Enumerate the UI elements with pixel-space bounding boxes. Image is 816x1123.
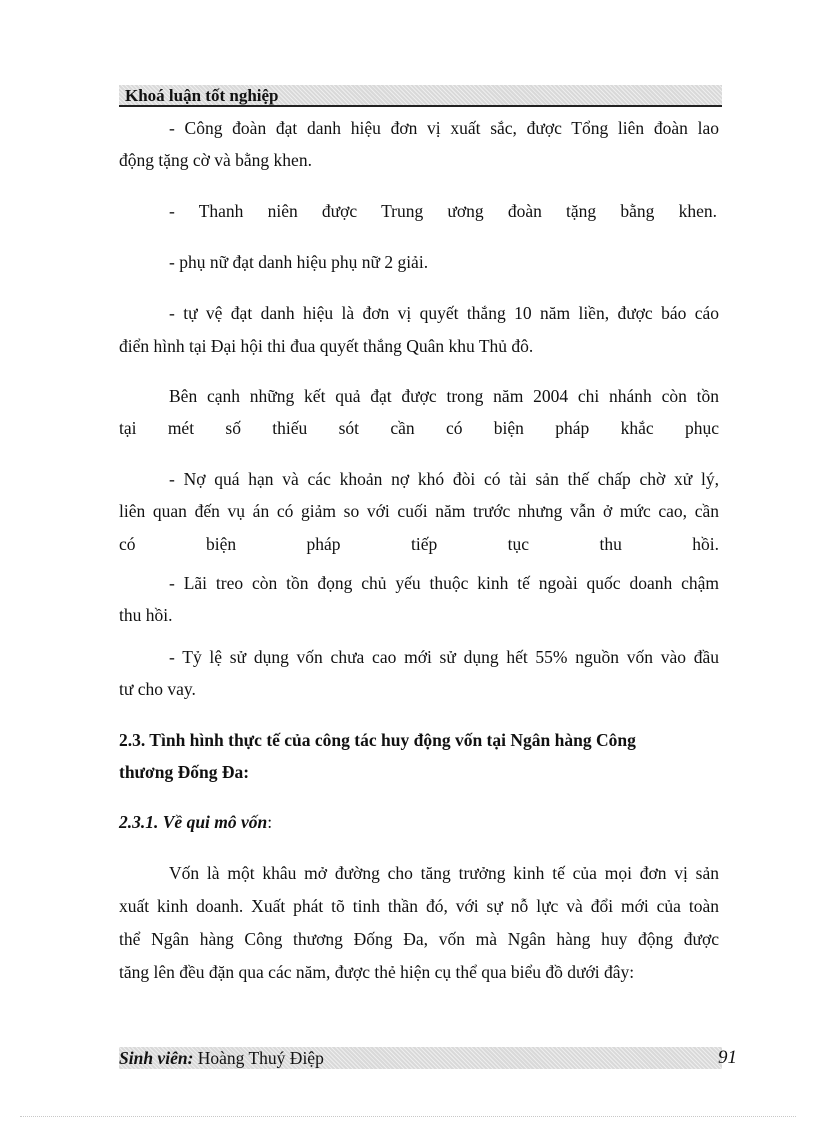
section-heading-line: 2.3. Tình hình thực tế của công tác huy động vốn tại Ngân hàng Công — [119, 730, 636, 750]
paragraph-8-cont — [119, 673, 719, 705]
paragraph-8 — [119, 641, 719, 673]
paragraph-line: - tự vệ đạt danh hiệu là đơn vị quyết thắng 10 năm liền, được báo cáo — [169, 303, 719, 323]
paragraph-4 — [119, 297, 719, 329]
paragraph-7 — [119, 567, 719, 599]
paragraph-line: Bên cạnh những kết quả đạt được trong năm 2004 chi nhánh còn tồn — [169, 386, 719, 406]
paragraph-line: - Lãi treo còn tồn đọng chủ yếu thuộc kinh tế ngoài quốc doanh chậm — [169, 573, 719, 593]
body-paragraph-cont1 — [119, 890, 719, 922]
paragraph-7-cont — [119, 599, 719, 631]
paragraph-line: - Tỷ lệ sử dụng vốn chưa cao mới sử dụng hết 55% nguồn vốn vào đầu — [169, 647, 719, 667]
paragraph-line: tại mét số thiếu sót cần có biện pháp khắc phục — [119, 418, 719, 438]
paragraph-5 — [119, 380, 719, 412]
header-title: Khoá luận tốt nghiệp — [125, 86, 279, 105]
paragraph-line: - Nợ quá hạn và các khoản nợ khó đòi có tài sản thế chấp chờ xử lý, — [169, 469, 719, 489]
paragraph-line: động tặng cờ và bằng khen. — [119, 150, 312, 170]
paragraph-5-cont — [119, 412, 719, 444]
section-heading-line: thương Đống Đa: — [119, 762, 250, 782]
paragraph-line: - Thanh niên được Trung ương đoàn tặng bằng khen. — [169, 201, 717, 221]
paragraph-line: Vốn là một khâu mở đường cho tăng trưởng kinh tế của mọi đơn vị sản — [169, 863, 719, 883]
page-footer — [119, 1047, 722, 1069]
paragraph-6 — [119, 463, 719, 495]
paragraph-1 — [119, 112, 719, 144]
body-paragraph-cont3 — [119, 956, 719, 988]
footer-student-name: Hoàng Thuý Điệp — [197, 1048, 324, 1068]
footer-label: Sinh viên: — [119, 1048, 194, 1068]
section-heading — [119, 724, 719, 788]
paragraph-line: thu hồi. — [119, 605, 173, 625]
paragraph-2 — [169, 195, 717, 227]
paragraph-line: - phụ nữ đạt danh hiệu phụ nữ 2 giải. — [169, 252, 429, 272]
paragraph-line: liên quan đến vụ án có giảm so với cuối năm trước nhưng vẫn ở mức cao, cần — [119, 501, 719, 521]
subsection-heading — [119, 806, 719, 838]
footer-student — [119, 1047, 324, 1069]
subsection-title: 2.3.1. Về qui mô vốn — [119, 812, 268, 832]
paragraph-3 — [119, 246, 719, 278]
paragraph-line: - Công đoàn đạt danh hiệu đơn vị xuất sắc, được Tổng liên đoàn lao — [169, 118, 719, 138]
paragraph-line: điển hình tại Đại hội thi đua quyết thắng Quân khu Thủ đô. — [119, 336, 534, 356]
page-number: 91 — [718, 1047, 737, 1068]
paragraph-line: tư cho vay. — [119, 679, 196, 699]
paragraph-4-cont — [119, 330, 719, 362]
page-bottom-divider — [20, 1116, 796, 1117]
body-paragraph-cont2 — [119, 923, 719, 955]
paragraph-6-cont2 — [119, 528, 719, 560]
subsection-suffix: : — [267, 812, 273, 832]
paragraph-line: thể Ngân hàng Công thương Đống Đa, vốn mà Ngân hàng huy động được — [119, 929, 719, 949]
paragraph-line: xuất kinh doanh. Xuất phát tõ tinh thần đó, với sự nỗ lực và đổi mới của toàn — [119, 896, 719, 916]
paragraph-6-cont — [119, 495, 719, 527]
paragraph-line: có biện pháp tiếp tục thu hồi. — [119, 534, 719, 554]
body-paragraph — [119, 857, 719, 889]
paragraph-line: tăng lên đều đặn qua các năm, được thẻ hiện cụ thể qua biểu đồ dưới đây: — [119, 962, 635, 982]
page-header — [119, 85, 722, 107]
paragraph-1-cont — [119, 144, 719, 176]
